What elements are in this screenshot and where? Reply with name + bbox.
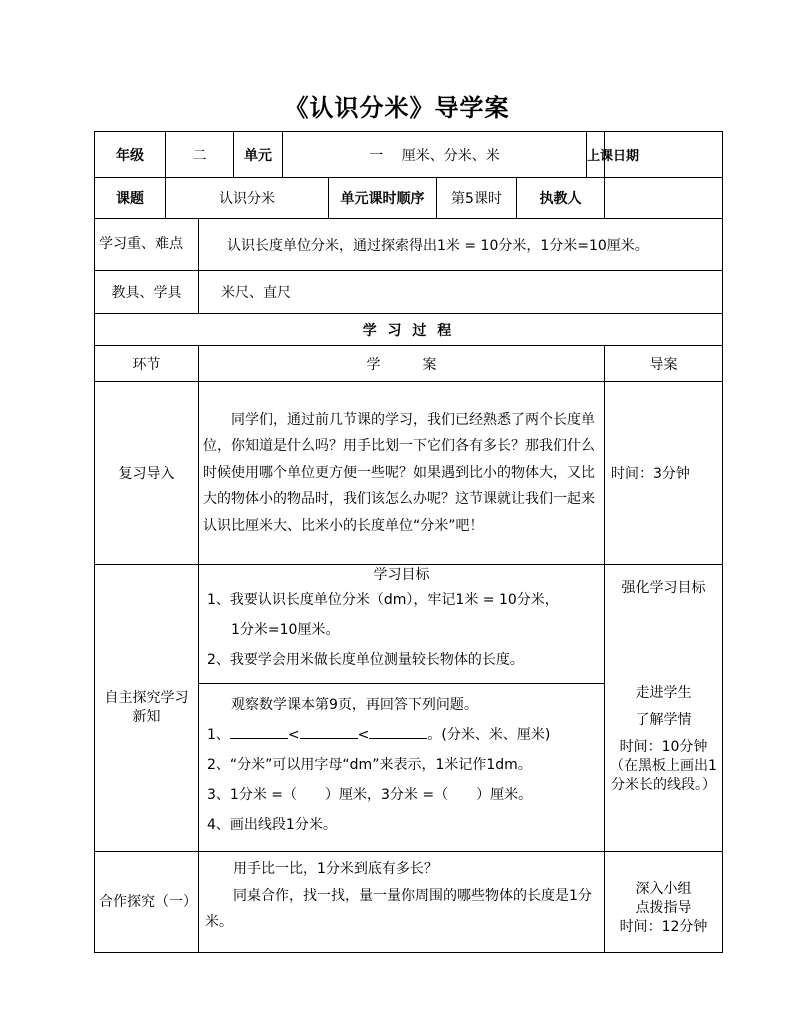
review-guide: 时间：3分钟 bbox=[605, 382, 723, 565]
guide-mid-1: 走进学生 bbox=[635, 685, 692, 701]
tools-value: 米尺、直尺 bbox=[199, 271, 723, 314]
question-4: 4、画出线段1分米。 bbox=[207, 817, 337, 833]
header-guide: 导案 bbox=[605, 346, 723, 382]
tools-row bbox=[95, 271, 723, 314]
explore-row bbox=[95, 565, 723, 852]
coop-row bbox=[95, 852, 723, 953]
explore-label: 自主探究学习新知 bbox=[95, 565, 199, 852]
teacher-label: 执教人 bbox=[517, 178, 605, 219]
review-label: 复习导入 bbox=[95, 382, 199, 565]
question-3: 3、1分米 =（ ）厘米，3分米 =（ ）厘米。 bbox=[207, 787, 533, 803]
answer-blank-3[interactable] bbox=[369, 724, 427, 739]
tools-label: 教具、学具 bbox=[95, 271, 199, 314]
focus-row bbox=[95, 219, 723, 271]
grade-label: 年级 bbox=[95, 132, 166, 178]
coop-label: 合作探究（一） bbox=[95, 852, 199, 953]
q1-lt-1: < bbox=[287, 727, 300, 743]
coop-line-1: 用手比一比，1分米到底有多长？ bbox=[233, 861, 438, 877]
focus-label: 学习重、难点 bbox=[95, 219, 199, 271]
goal-title: 学习目标 bbox=[373, 567, 430, 583]
coop-guide-3: 时间：12分钟 bbox=[619, 919, 708, 935]
process-title-row bbox=[95, 314, 723, 346]
goal-2: 2、我要学会用米做长度单位测量较长物体的长度。 bbox=[207, 652, 524, 668]
unit-value: 一 厘米、分米、米 bbox=[283, 132, 587, 178]
review-row bbox=[95, 382, 723, 565]
unit-label: 单元 bbox=[234, 132, 283, 178]
page-title: 《认识分米》导学案 bbox=[284, 94, 510, 122]
question-1 bbox=[203, 720, 600, 750]
goal-1b: 1分米=10厘米。 bbox=[231, 622, 340, 638]
header-row bbox=[95, 346, 723, 382]
goal-1a: 1、我要认识长度单位分米（dm），牢记1米 = 10分米， bbox=[207, 592, 559, 608]
guide-time: 时间：10分钟 bbox=[619, 739, 708, 755]
q1-prefix: 1、 bbox=[207, 727, 230, 743]
question-2: 2、“分米”可以用字母“dm”来表示，1米记作1dm。 bbox=[207, 757, 532, 773]
coop-line-2: 同桌合作，找一找，量一量你周围的哪些物体的长度是1分米。 bbox=[205, 887, 592, 930]
guide-mid-2: 了解学情 bbox=[635, 712, 692, 728]
topic-value: 认识分米 bbox=[166, 178, 329, 219]
explore-guide bbox=[605, 565, 723, 852]
questions-block bbox=[199, 683, 604, 844]
focus-value: 认识长度单位分米，通过探索得出1米 = 10分米，1分米=10厘米。 bbox=[199, 219, 723, 271]
guide-goal: 强化学习目标 bbox=[621, 580, 706, 596]
info-row-2 bbox=[95, 178, 723, 219]
explore-content bbox=[199, 565, 605, 852]
answer-blank-2[interactable] bbox=[300, 724, 358, 739]
order-value: 第5课时 bbox=[437, 178, 517, 219]
questions-intro: 观察数学课本第9页，再回答下列问题。 bbox=[231, 697, 478, 713]
teacher-value bbox=[605, 178, 723, 219]
review-text: 同学们，通过前几节课的学习，我们已经熟悉了两个长度单位，你知道是什么吗？用手比划一下它们各有多长？那我们什么时候使用哪个单位更方便一些呢？如果遇到比小的物体大，又比大的物体小的物品时，我们该怎么办呢？这节课就让我们一起来认识比厘米大、比米小的长度单位“分米”吧！ bbox=[199, 382, 605, 565]
date-label: 上课日期 bbox=[587, 132, 605, 178]
answer-blank-1[interactable] bbox=[230, 724, 288, 739]
header-plan: 学 案 bbox=[199, 346, 605, 382]
coop-guide-2: 点拨指导 bbox=[635, 900, 692, 916]
header-step: 环节 bbox=[95, 346, 199, 382]
topic-label: 课题 bbox=[95, 178, 166, 219]
lesson-plan-table bbox=[94, 131, 723, 953]
grade-value: 二 bbox=[166, 132, 234, 178]
order-label: 单元课时顺序 bbox=[329, 178, 437, 219]
coop-guide-1: 深入小组 bbox=[635, 881, 692, 897]
q1-lt-2: < bbox=[357, 727, 370, 743]
q1-suffix: 。(分米、米、厘米) bbox=[427, 727, 551, 743]
coop-content bbox=[199, 852, 605, 953]
guide-note: （在黑板上画出1分米长的线段。） bbox=[610, 758, 717, 793]
info-row-1 bbox=[95, 132, 723, 178]
coop-guide bbox=[605, 852, 723, 953]
process-title: 学 习 过 程 bbox=[95, 314, 723, 346]
